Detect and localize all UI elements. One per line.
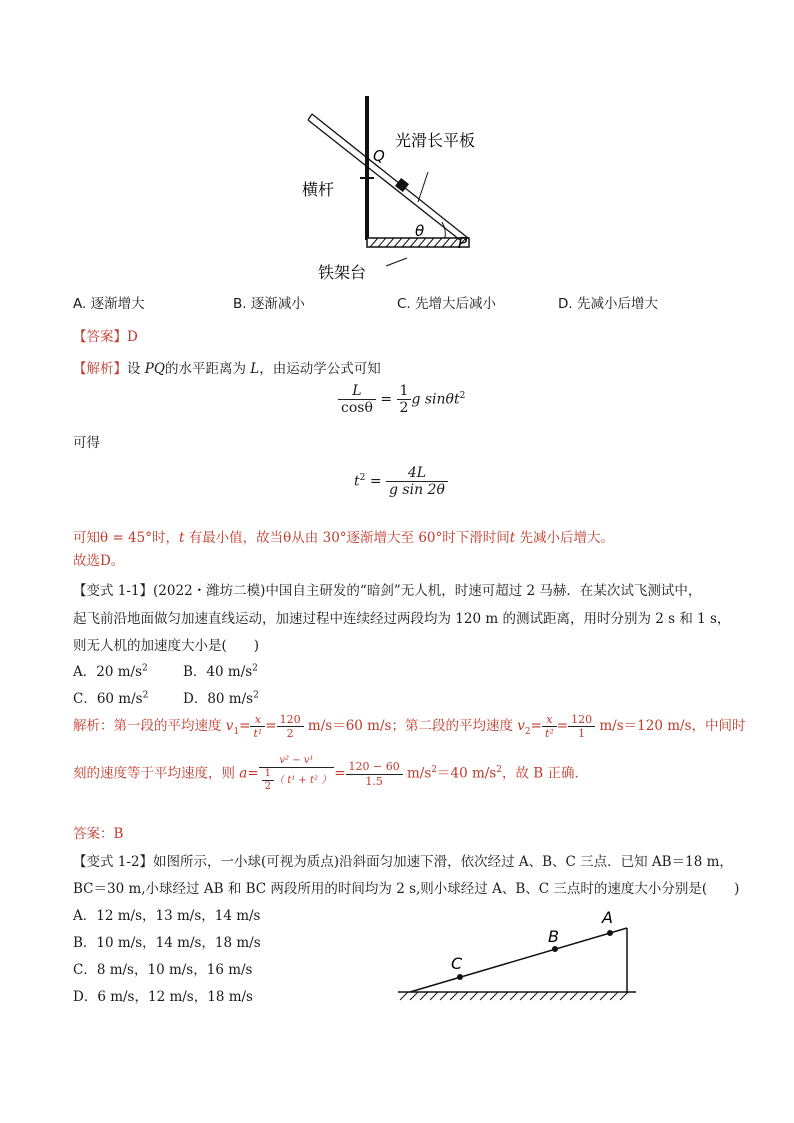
inclined-plate-figure — [290, 90, 510, 290]
option-c: C. 先增大后减小 — [397, 296, 497, 312]
v12-line2: BC＝30 m,小球经过 AB 和 BC 两段所用的时间均为 2 s,则小球经过 A、B、C 三点时的速度大小分别是( ) — [73, 881, 740, 897]
incline-figure — [396, 902, 638, 1006]
label-theta: θ — [415, 222, 425, 240]
option-a: A. 逐渐增大 — [73, 296, 145, 312]
v11-line3: 则无人机的加速度大小是( ) — [73, 638, 260, 654]
point-C — [457, 974, 463, 980]
v11-title: 【变式 1-1】(2022・潍坊二模)中国自主研发的“暗剑”无人机，时速可超过 2 马赫．在某次试飞测试中， — [73, 583, 702, 599]
analysis-tag: 【解析】 — [73, 361, 127, 377]
var-L: L — [250, 361, 260, 377]
var-PQ: PQ — [144, 361, 165, 377]
label-P: P — [458, 234, 468, 252]
option-b: B. 逐渐减小 — [233, 296, 305, 312]
q1-answer — [73, 325, 138, 345]
label-Q: Q — [373, 147, 385, 165]
point-A — [607, 930, 613, 936]
v12-option-c: C．8 m/s，10 m/s，16 m/s — [73, 962, 253, 978]
equation-2: $t^2$ = $\frac{4L}{\text{g sin 2θ}}$ — [354, 465, 448, 498]
choose-line: 故选D。 — [73, 553, 125, 569]
v11-answer: 答案：B — [73, 826, 124, 842]
label-B: B — [548, 927, 559, 946]
label-crossbar: 横杆 — [302, 180, 335, 199]
label-A: A — [602, 908, 613, 927]
angle-arc — [442, 222, 445, 238]
q1-analysis-line1 — [73, 357, 381, 377]
analysis-text: 设 — [127, 361, 145, 377]
v11-solution-line1: 解析：第一段的平均速度 $v_1=$ $\frac{x}{\text{t¹}}$ = $\frac{120}{2}$ m/s＝60 m/s；第二段的平均速度 $v_2=$ $\frac{x}{\text{t²}}$ = $\frac{120}{1}$ m/s＝120 m/s，中间时 — [73, 713, 746, 741]
analysis-text: ，由运动学公式可知 — [259, 361, 381, 377]
equation-1: $\frac{L}{\cos\theta}$ = $\frac{1}{2}$ g sinθt$^2$ — [338, 383, 465, 416]
point-B — [552, 946, 558, 952]
kede-text: 可得 — [73, 435, 100, 451]
v12-option-a: A．12 m/s，13 m/s，14 m/s — [73, 908, 261, 924]
label-C: C — [451, 954, 463, 973]
conclusion-line: 可知θ = 45°时，t 有最小值，故当θ从由 30°逐渐增大至 60°时下滑时间t 先减小后增大。 — [73, 530, 614, 546]
v12-option-b: B．10 m/s，14 m/s，18 m/s — [73, 935, 261, 951]
answer-value: D — [127, 329, 138, 345]
label-board: 光滑长平板 — [395, 131, 476, 150]
v12-option-d: D．6 m/s，12 m/s，18 m/s — [73, 989, 253, 1005]
v11-option-b: B．40 $m/s^2$ — [183, 663, 258, 680]
v11-solution-line2: 刻的速度等于平均速度，则 a= v² − v¹ $\frac{1}{2}$ （ t¹ + t² ） = $\frac{120 - 60}{1.5}$ $m/s^2=40$ $m/s^2$，故 B 正确． — [73, 755, 589, 792]
v11-option-c: C．60 $m/s^2$ — [73, 690, 149, 707]
incline-slope — [410, 928, 627, 992]
option-d: D. 先减小后增大 — [558, 296, 658, 312]
v11-option-d: D．80 $m/s^2$ — [183, 690, 259, 707]
v12-title: 【变式 1-2】如图所示，一小球(可视为质点)沿斜面匀加速下滑，依次经过 A、B、C 三点．已知 AB＝18 m， — [73, 854, 733, 870]
v11-line2: 起飞前沿地面做匀加速直线运动，加速过程中连续经过两段均为 120 m 的测试距离，用时分别为 2 s 和 1 s， — [73, 611, 731, 627]
analysis-text: 的水平距离为 — [164, 361, 251, 377]
label-stand: 铁架台 — [318, 263, 367, 282]
v11-option-a: A．20 $m/s^2$ — [73, 663, 148, 680]
answer-tag: 【答案】 — [73, 329, 127, 345]
